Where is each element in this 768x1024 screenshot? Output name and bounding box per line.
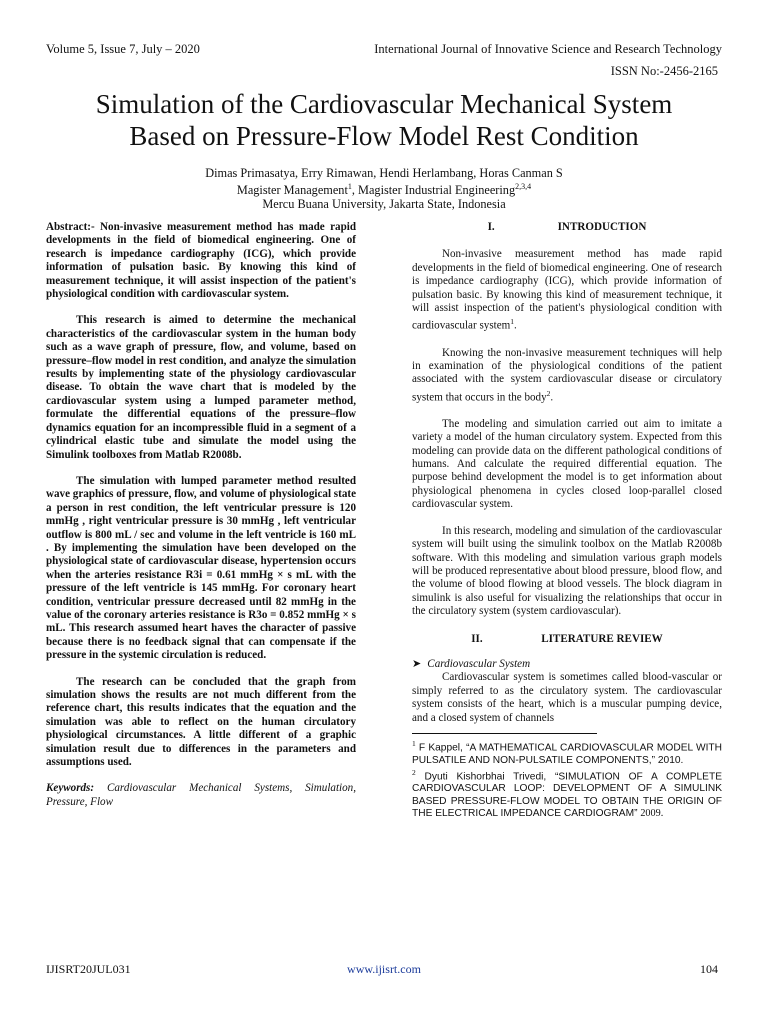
title-line-2: Based on Pressure-Flow Model Rest Condition — [129, 121, 639, 151]
section-number: II. — [471, 632, 483, 645]
footnote-1-text: F Kappel, “A MATHEMATICAL CARDIOVASCULAR MODEL WITH PULSATILE AND NON-PULSATILE COMPONENTS,” 2010. — [412, 742, 722, 766]
footnote-1-number: 1 — [412, 738, 416, 748]
issn: ISSN No:-2456-2165 — [610, 64, 718, 78]
footnote-1 — [412, 738, 722, 767]
subsection-title: Cardiovascular System — [427, 657, 531, 670]
intro-p3: The modeling and simulation carried out aim to imitate a variety a model of the human circulatory system. Expected from this modeling can provide data on the different pathological conditions of humans. And calculate the required differential equation. The purpose behind development the model is to get information about physiological phenomena in cycles closed loop-parallel closed cardiovascular system. — [412, 417, 722, 511]
keywords-text: Cardiovascular Mechanical Systems, Simulation, Pressure, Flow — [46, 782, 356, 808]
affiliation-2: , Magister Industrial Engineering — [351, 183, 516, 198]
abstract-p2: This research is aimed to determine the mechanical characteristics of the cardiovascular system in the human body such as a wave graph of pressure, flow, and volume, based on pressure–flow model in rest condition, and analyze the simulation results by implementing state of the physiology cardiovascular disease. To obtain the wave chart that is modeled by the cardiovascular system using a lumped parameter method, formulate the differential equations of the pressure–flow dynamics equation for an incompressible fluid in a segment of a cylindrical elastic tube and simulate the model using the Simulink toolboxes from Matlab R2008b. — [46, 314, 356, 461]
footnote-2-text: Dyuti Kishorbhai Trivedi, “SIMULATION OF A COMPLETE CARDIOVASCULAR LOOP: DEVELOPMENT OF A SIMULINK BASED PRESSURE-FLOW MODEL TO OBTAIN THE ORIGIN OF THE ELECTRICAL IMPEDANCE CARDIOGRAM” — [412, 771, 722, 819]
paper-code: IJISRT20JUL031 — [46, 962, 131, 976]
affiliation-2-sup: 2,3,4 — [515, 182, 532, 191]
page-number: 104 — [700, 962, 718, 976]
footnote-ref: 1 — [510, 317, 515, 327]
subsection-heading — [412, 658, 722, 671]
section-title: INTRODUCTION — [557, 221, 647, 233]
university: Mercu Buana University, Jakarta State, Indonesia — [262, 197, 506, 212]
intro-p1 — [412, 248, 722, 333]
footnote-divider — [412, 733, 597, 734]
volume-info: Volume 5, Issue 7, July – 2020 — [46, 42, 200, 56]
affiliations — [0, 180, 768, 197]
footnote-2-number: 2 — [412, 767, 416, 777]
title-line-1: Simulation of the Cardiovascular Mechanical System — [95, 89, 673, 119]
journal-name: International Journal of Innovative Science and Research Technology — [374, 42, 722, 56]
lit-p1: Cardiovascular system is sometimes called blood-vascular or simply referred to as the circulatory system. The cardiovascular system consists of the heart, which is a muscular pumping device, and a closed system of channels — [412, 671, 722, 724]
footnote-ref: 2 — [546, 388, 551, 398]
keywords — [46, 782, 356, 809]
section-title: LITERATURE REVIEW — [541, 632, 663, 645]
affiliation-1: Magister Management — [236, 183, 348, 198]
arrowhead-bullet-icon: ➤ — [412, 657, 422, 670]
affiliation-1-sup: 1 — [347, 182, 352, 191]
footnote-2 — [412, 767, 722, 820]
right-column — [412, 221, 722, 820]
intro-p2 — [412, 347, 722, 405]
left-column — [46, 221, 356, 809]
keywords-label: Keywords: — [46, 782, 95, 795]
intro-p1-end: . — [514, 320, 517, 333]
abstract-p1: Abstract:- Non-invasive measurement method has made rapid developments in the field of biomedical engineering. One of research is impedance cardiography (ICG), which provide information of pulsation basic. By knowing this kind of measurement technique, it will assist inspection of the patient's physiological condition with cardiovascular system. — [46, 221, 356, 301]
author-names: Dimas Primasatya, Erry Rimawan, Hendi Herlambang, Horas Canman S — [205, 166, 563, 180]
author-block — [0, 166, 768, 211]
footnote-2-year: 2009. — [640, 807, 664, 819]
abstract-p3: The simulation with lumped parameter method resulted wave graphics of pressure, flow, and volume of physiological state a person in rest condition, the left ventricular pressure is 120 mmHg , right ventricular pressure is 30 mmHg , left ventricular outflow is 800 mL / sec and volume in the left ventricle is 160 mL . By implementing the simulation have been developed on the physiological state of cardiovascular disease, hypertension occurs when the arteries resistance R3i = 0.61 mmHg × s mL with the pressure of the left ventricle is 145 mmHg. For coronary heart condition, ventricular pressure decreased until 82 mmHg in the value of the coronary arteries resistance is R3o = 0.852 mmHg × s mL. This research assumed heart haves the character of passive because there is no feedback signal that can compensate if the pressure in the systemic circulation is reduced. — [46, 474, 356, 662]
intro-p2-end: . — [550, 391, 554, 404]
paper-title — [20, 88, 748, 152]
intro-p2-text: Knowing the non-invasive measurement techniques will help in examination of the physiological conditions of the patient associated with the system cardiovascular disease or circulatory system that occurs in the body — [412, 346, 722, 404]
section-heading-introduction — [412, 221, 722, 234]
abstract-p4: The research can be concluded that the graph from simulation shows the results are not much different from the reference chart, this results indicates that the equation and the simulation was able to reflect on the human circulatory physiological circumstances. A little different of a graphic simulation result due to differences in the parameters and assumptions used. — [46, 675, 356, 769]
intro-p1-text: Non-invasive measurement method has made rapid developments in the field of biomedical engineering. One of research is impedance cardiography (ICG), which provide information of pulsation basic. By knowing this kind of measurement technique, it will assist inspection of the patient's physiological condition with cardiovascular system — [412, 248, 722, 333]
section-number: I. — [487, 221, 495, 233]
section-heading-literature — [412, 633, 722, 646]
journal-website-link[interactable]: www.ijisrt.com — [347, 962, 421, 976]
intro-p4: In this research, modeling and simulation of the cardiovascular system will built using the simulink toolbox on the Matlab R2008b software. With this modeling and simulation various graph models will be produced representative about blood pressure, blood flow, and the volume of blood flowing at blood vessels. The block diagram in simulink is also useful for visualizing the relationships that occur in the circulatory system (system cardiovascular). — [412, 524, 722, 618]
